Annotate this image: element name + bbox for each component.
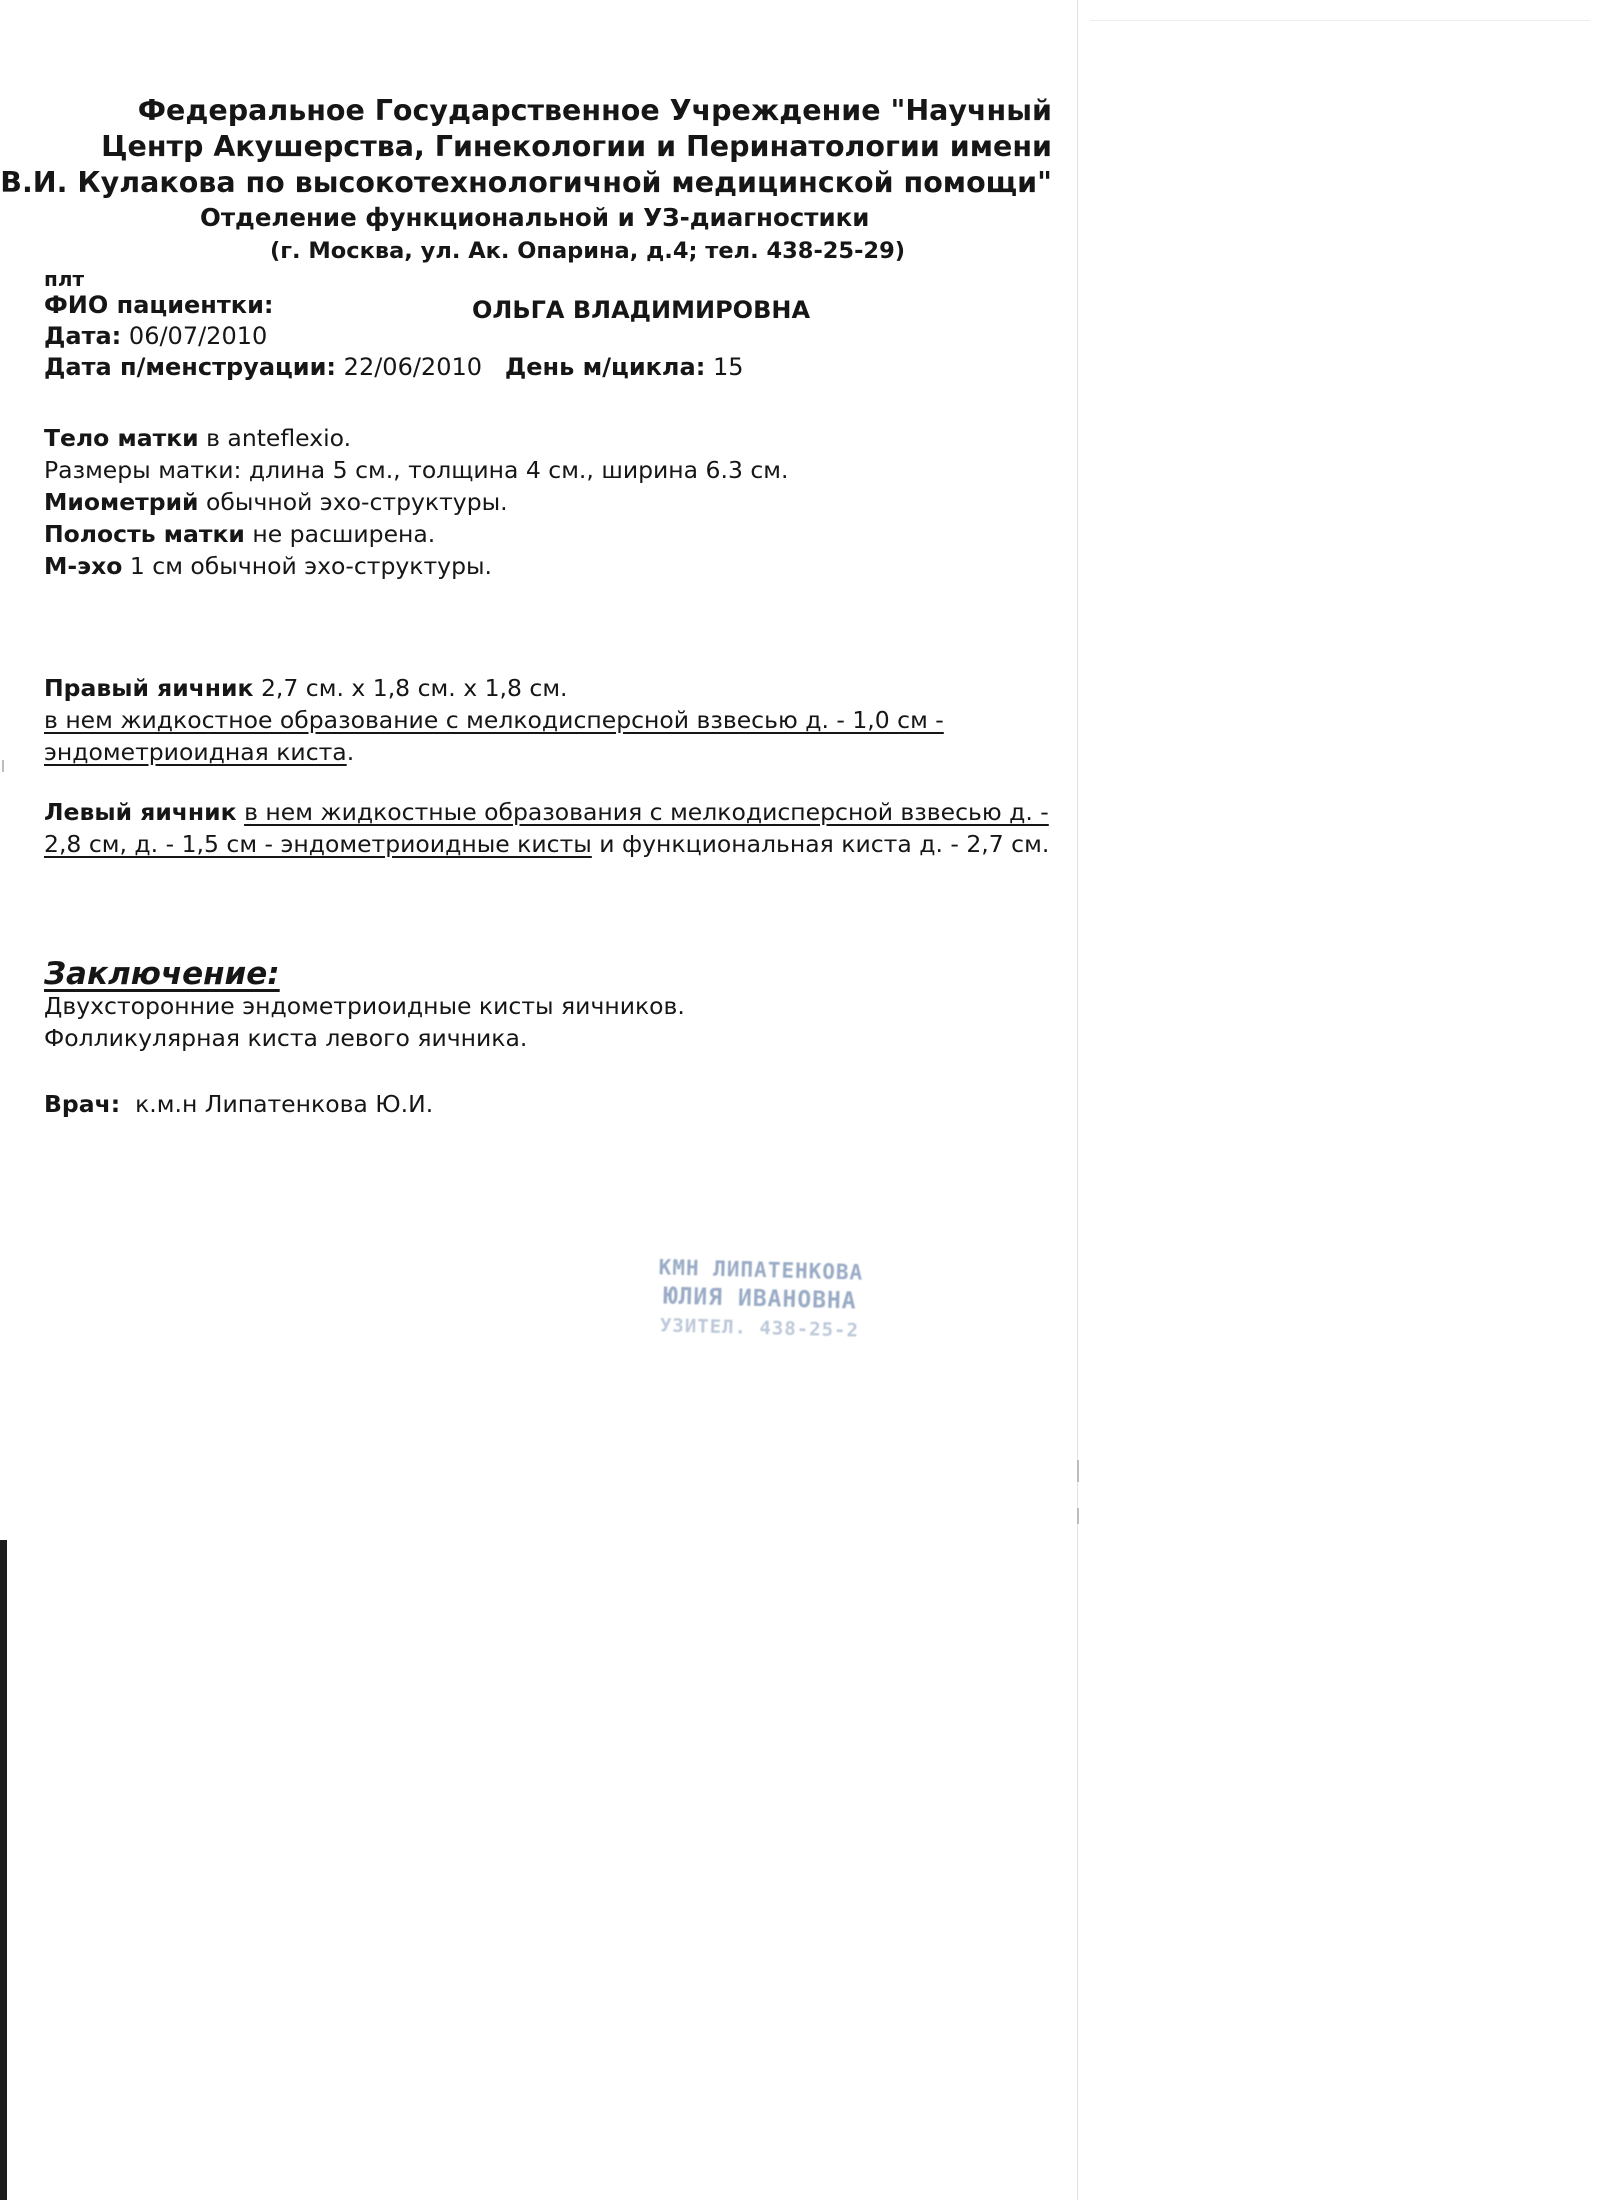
m-echo-label: М-эхо: [44, 552, 123, 580]
scan-edge-top: [1090, 20, 1590, 21]
date-row: [44, 321, 744, 352]
cycle-value: 15: [712, 353, 744, 381]
left-ovary-finding-line-2: 2,8 см, д. - 1,5 см - эндометриоидные кисты: [44, 830, 592, 858]
right-ovary-label: Правый яичник: [44, 674, 254, 702]
margin-mark: [1077, 1460, 1079, 1482]
header-line-3: В.И. Кулакова по высокотехнологичной медицинской помощи": [0, 166, 1052, 199]
uterus-body-value: в anteflexio.: [206, 424, 352, 452]
uterus-section: [44, 422, 789, 582]
m-echo-value: 1 см обычной эхо-структуры.: [129, 552, 493, 580]
lmp-label: Дата п/менструации:: [44, 353, 337, 381]
right-ovary-size: 2,7 см. х 1,8 см. х 1,8 см.: [260, 674, 568, 702]
document-header: [0, 93, 1052, 267]
scan-edge-right: [1077, 0, 1078, 2200]
lmp-value: 22/06/2010: [343, 353, 482, 381]
left-ovary-label: Левый яичник: [44, 798, 237, 826]
doctor-name: к.м.н Липатенкова Ю.И.: [135, 1090, 434, 1118]
cavity-value: не расширена.: [252, 520, 436, 548]
stamp-line-3: УЗИТЕЛ. 438-25-2: [659, 1314, 860, 1342]
right-ovary-finding-row-2: [44, 736, 944, 768]
uterus-body-row: [44, 422, 789, 454]
right-ovary-finding-line-2: эндометриоидная киста: [44, 738, 347, 766]
conclusion-line-1: Двухсторонние эндометриоидные кисты яичников.: [44, 992, 685, 1020]
left-ovary-finding-tail: и функциональная киста д. - 2,7 см.: [599, 830, 1050, 858]
conclusion-section: [44, 958, 685, 1054]
m-echo-row: [44, 550, 789, 582]
patient-tag: плт: [44, 267, 85, 291]
doctor-stamp: [639, 1253, 882, 1359]
lmp-row: [44, 352, 744, 383]
uterus-size-row: Размеры матки: длина 5 см., толщина 4 см., ширина 6.3 см.: [44, 456, 789, 484]
left-ovary-row: [44, 796, 1049, 828]
left-ovary-section: [44, 796, 1049, 860]
myometrium-value: обычной эхо-структуры.: [206, 488, 508, 516]
cycle-label: День м/цикла:: [504, 353, 706, 381]
header-line-1: Федеральное Государственное Учреждение "Научный: [137, 94, 1052, 127]
conclusion-heading: Заключение:: [44, 956, 280, 992]
myometrium-row: [44, 486, 789, 518]
stamp-line-1: КМН ЛИПАТЕНКОВА: [658, 1255, 864, 1285]
conclusion-line-2: Фолликулярная киста левого яичника.: [44, 1024, 528, 1052]
patient-name: ОЛЬГА ВЛАДИМИРОВНА: [472, 296, 811, 324]
patient-info: [44, 268, 744, 383]
myometrium-label: Миометрий: [44, 488, 199, 516]
doctor-label: Врач:: [44, 1090, 121, 1118]
right-ovary-finding-end: .: [346, 738, 355, 766]
date-value: 06/07/2010: [128, 322, 268, 350]
institution-address: (г. Москва, ул. Ак. Опарина, д.4; тел. 438-25-29): [270, 238, 906, 264]
left-ovary-finding-row-2: [44, 828, 1049, 860]
doctor-row: [44, 1088, 433, 1120]
uterus-body-label: Тело матки: [44, 424, 199, 452]
margin-mark: [2, 760, 4, 772]
margin-mark: [1077, 1508, 1079, 1524]
cavity-row: [44, 518, 789, 550]
stamp-line-2: ЮЛИЯ ИВАНОВНА: [663, 1283, 857, 1315]
cavity-label: Полость матки: [44, 520, 245, 548]
right-ovary-finding-line-1: в нем жидкостное образование с мелкодисперсной взвесью д. - 1,0 см -: [44, 706, 944, 734]
scan-edge-left: [0, 1540, 7, 2200]
department-name: Отделение функциональной и УЗ-диагностики: [200, 203, 870, 232]
right-ovary-row: [44, 672, 944, 704]
fio-label: ФИО пациентки:: [44, 291, 274, 319]
header-line-2: Центр Акушерства, Гинекологии и Перинатологии имени: [101, 130, 1052, 163]
date-label: Дата:: [44, 322, 122, 350]
right-ovary-section: [44, 672, 944, 768]
left-ovary-finding-line-1: в нем жидкостные образования с мелкодисперсной взвесью д. -: [244, 798, 1049, 826]
